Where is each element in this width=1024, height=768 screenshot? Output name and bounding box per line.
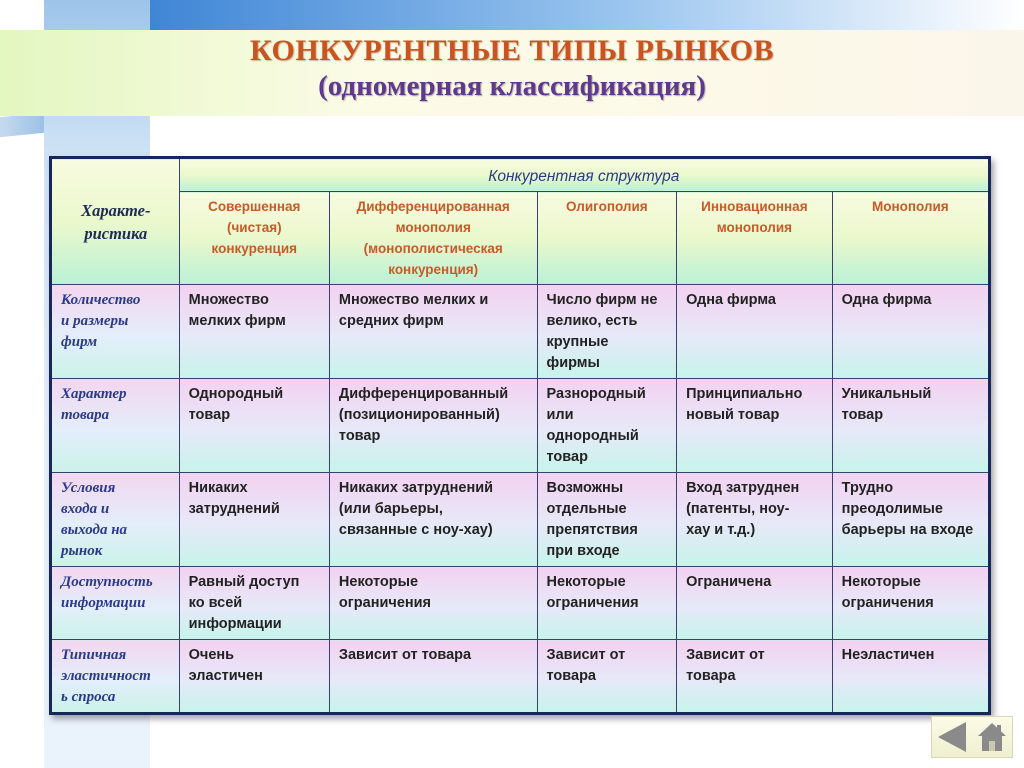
row-label-line: эластичност [61,668,151,684]
table-cell [677,379,833,473]
characteristic-header-line: Характе- [81,201,151,220]
row-label-line: фирм [61,334,98,350]
cell-line: Очень [188,647,235,663]
table-cell [677,473,833,567]
cell-line: Дифференцированный [338,386,509,402]
cell-line: Некоторые [841,574,921,590]
cell-line: преодолимые [841,501,944,517]
cell-line: Уникальный [841,386,932,402]
table-cell [537,473,677,567]
cell-line: Некоторые [546,574,626,590]
row-label [51,379,180,473]
column-header-line: Монополия [871,199,949,214]
cell-line: Некоторые [338,574,419,590]
table-cell [832,567,989,640]
cell-line: информации [188,616,282,632]
table-cell [677,567,833,640]
cell-line: товара [546,668,596,684]
column-header-line: монополия [395,220,471,235]
row-label-line: информации [61,595,146,611]
cell-line: Однородный [188,386,284,402]
cell-line: фирмы [546,355,600,371]
cell-line: Вход затруднен [686,480,800,496]
cell-line: Неэластичен [841,647,935,663]
cell-line: средних фирм [338,313,444,329]
table-cell [179,567,329,640]
row-label [51,640,180,714]
column-header [329,192,537,285]
cell-line: Число фирм не [546,292,658,308]
column-header [677,192,833,285]
column-header [179,192,329,285]
cell-line: Принципиально [686,386,803,402]
column-header-line: монополия [716,220,792,235]
cell-line: отдельные [546,501,627,517]
table-cell [329,379,537,473]
cell-line: Ограничена [686,574,772,590]
cell-line: (или барьеры, [338,501,443,517]
cell-line: Множество мелких и [338,292,489,308]
table-cell [329,567,537,640]
table-cell [537,567,677,640]
characteristic-header [51,158,180,285]
column-header-line: Олигополия [565,199,648,214]
row-label [51,285,180,379]
cell-line: товар [338,428,381,444]
cell-line: товар [546,449,588,465]
table-cell [329,640,537,714]
cell-line: или [546,407,574,423]
table-cell [329,285,537,379]
structure-header: Конкурентная структура [179,158,989,192]
cell-line: ко всей [188,595,243,611]
cell-line: эластичен [188,668,263,684]
row-label-line: Условия [61,480,116,496]
row-label-line: Характер [61,386,127,402]
row-label-line: рынок [61,543,103,559]
table-cell [832,379,989,473]
table-cell [677,640,833,714]
table-cell [832,285,989,379]
cell-line: связанные с ноу-хау) [338,522,493,538]
cell-line: ограничения [546,595,639,611]
column-header-line: (чистая) [226,220,282,235]
cell-line: Трудно [841,480,894,496]
table-cell [677,285,833,379]
cell-line: Одна фирма [686,292,776,308]
table-cell [179,285,329,379]
column-header [537,192,677,285]
cell-line: мелких фирм [188,313,286,329]
characteristic-header-line: ристика [84,224,148,243]
column-header-line: конкуренция) [388,262,479,277]
cell-line: Равный доступ [188,574,300,590]
cell-line: Разнородный [546,386,646,402]
column-header-line: Инновационная [701,199,808,214]
cell-line: крупные [546,334,609,350]
cell-line: Зависит от [686,647,765,663]
cell-line: (патенты, ноу- [686,501,790,517]
cell-line: товара [686,668,736,684]
table-cell [832,473,989,567]
cell-line: ограничения [338,595,432,611]
table-row [51,473,990,567]
table-cell [832,640,989,714]
table-row [51,640,990,714]
row-label [51,567,180,640]
page-title: КОНКУРЕНТНЫЕ ТИПЫ РЫНКОВ [250,34,774,67]
column-header-line: Совершенная [208,199,301,214]
row-label-line: Типичная [61,647,127,663]
table-cell [179,473,329,567]
table-cell [537,285,677,379]
cell-line: велико, есть [546,313,638,329]
column-header [832,192,989,285]
market-types-table [49,156,991,715]
home-icon[interactable] [977,721,1007,753]
cell-line: товар [841,407,884,423]
table-cell [329,473,537,567]
column-header-line: (монополистическая [363,241,503,256]
cell-line: барьеры на входе [841,522,974,538]
cell-line: хау и т.д.) [686,522,756,538]
table-row [51,285,990,379]
row-label-line: товара [61,407,110,423]
cell-line: Множество [188,292,269,308]
cell-line: затруднений [188,501,280,517]
cell-line: Одна фирма [841,292,932,308]
cell-line: препятствия [546,522,638,538]
column-header-line: Дифференцированная [356,199,510,214]
table-cell [179,379,329,473]
slide-navigation [931,716,1013,758]
page-subtitle: (одномерная классификация) [318,70,706,102]
cell-line: Возможны [546,480,624,496]
cell-line: новый товар [686,407,780,423]
row-label-line: и размеры [61,313,129,329]
cell-line: товар [188,407,231,423]
cell-line: (позиционированный) [338,407,500,423]
row-label-line: Количество [61,292,141,308]
table-cell [537,640,677,714]
row-label-line: входа и [61,501,110,517]
table-cell [537,379,677,473]
header-decoration [150,0,1024,30]
column-header-line: конкуренция [211,241,297,256]
cell-line: Зависит от товара [338,647,472,663]
row-label-line: выхода на [61,522,128,538]
row-label-line: ь спроса [61,689,116,705]
cell-line: однородный [546,428,639,444]
row-label-line: Доступность [61,574,153,590]
cell-line: ограничения [841,595,934,611]
left-swoosh [0,113,44,138]
cell-line: Никаких [188,480,248,496]
back-arrow-icon[interactable] [938,722,966,752]
table-row [51,379,990,473]
cell-line: при входе [546,543,620,559]
cell-line: Никаких затруднений [338,480,494,496]
table-cell [179,640,329,714]
cell-line: Зависит от [546,647,626,663]
row-label [51,473,180,567]
table-row [51,567,990,640]
